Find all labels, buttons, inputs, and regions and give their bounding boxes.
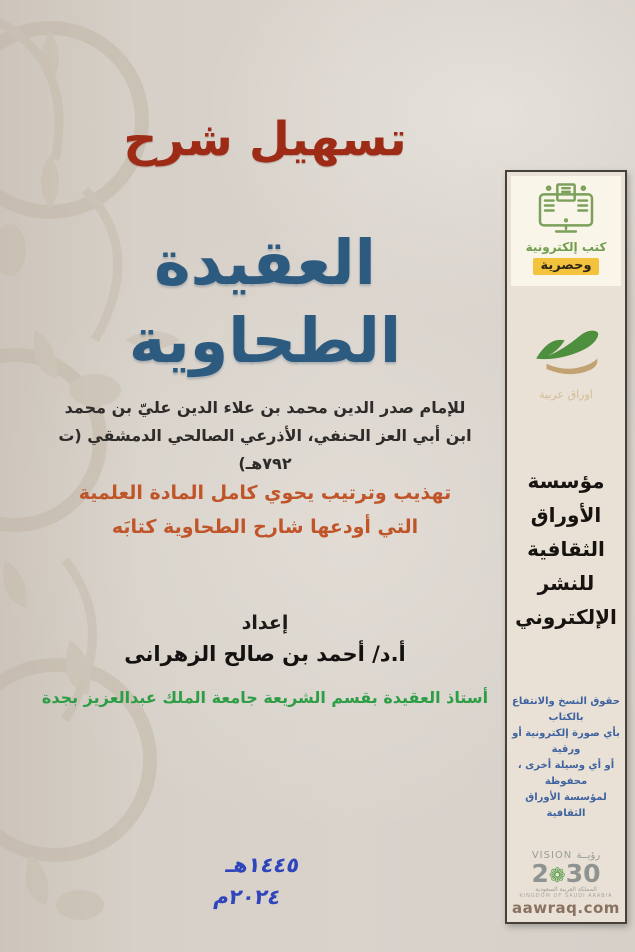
year-gregorian: ٢٠٢٤م (211, 884, 283, 909)
copyright-notice (507, 694, 625, 822)
vision-country-en: KINGDOM OF SAUDI ARABIA (519, 893, 613, 899)
author-line-2: ابن أبي العز الحنفي، الأذرعي الصالحي الدمشقي (ت ٧٩٢هـ) (58, 426, 472, 473)
ebooks-card (511, 176, 621, 286)
publisher-website: aawraq.com (512, 899, 620, 917)
awraq-arabia-logo (507, 330, 625, 401)
vision-year-first: 2 (531, 859, 549, 888)
awraq-logo-icon (527, 330, 605, 382)
edition-description (30, 476, 500, 544)
foundation-word: الثقافية (527, 537, 605, 561)
publication-dates (144, 850, 375, 913)
author-attribution (30, 394, 500, 478)
vision-label-en: VISION (531, 850, 573, 861)
main-title: العقيدة الطحاوية (128, 226, 402, 377)
prepared-by-label: إعداد (241, 612, 289, 634)
copyright-line: لمؤسسة الأوراق الثقافية (525, 792, 607, 819)
foundation-word: الإلكتروني (515, 605, 617, 629)
monitor-book-icon (535, 182, 597, 234)
preparer-name: أ.د/ أحمد بن صالح الزهرانى (124, 642, 406, 666)
awraq-logo-text: اوراق عربية (539, 388, 593, 401)
preparer-title: أستاذ العقيدة بقسم الشريعة جامعة الملك عبدالعزيز بجدة (41, 688, 489, 707)
author-line-1: للإمام صدر الدين محمد بن علاء الدين عليّ بن محمد (64, 398, 466, 417)
copyright-line: بأي صورة إلكترونية أو ورقية (512, 728, 620, 755)
year-hijri: ١٤٤٥هـ (224, 853, 302, 877)
copyright-line: أو أي وسيلة أخرى ، محفوظة (517, 760, 615, 787)
palm-emblem-icon: ❁ (548, 863, 566, 887)
description-line-2: التي أودعها شارح الطحاوية كتابَه (111, 516, 419, 539)
foundation-word: الأوراق (530, 503, 602, 527)
ebooks-label: كتب إلكترونية (525, 240, 607, 254)
series-title: تسهيل شرح (123, 112, 407, 167)
foundation-name (507, 464, 625, 634)
foundation-word: مؤسسة (527, 469, 605, 493)
vision-2030-logo (507, 850, 625, 899)
vision-year-rest: 30 (565, 859, 601, 888)
vision-label-ar: رؤيــة (576, 850, 601, 861)
exclusive-badge: وحصرية (533, 258, 598, 275)
copyright-line: حقوق النسخ والانتفاع بالكتاب (512, 696, 620, 723)
publisher-panel (505, 170, 627, 924)
foundation-word: للنشر (537, 571, 595, 595)
vision-country-ar: المملكة العربية السعودية (535, 886, 597, 893)
description-line-1: تهذيب وترتيب يحوي كامل المادة العلمية (78, 482, 452, 504)
